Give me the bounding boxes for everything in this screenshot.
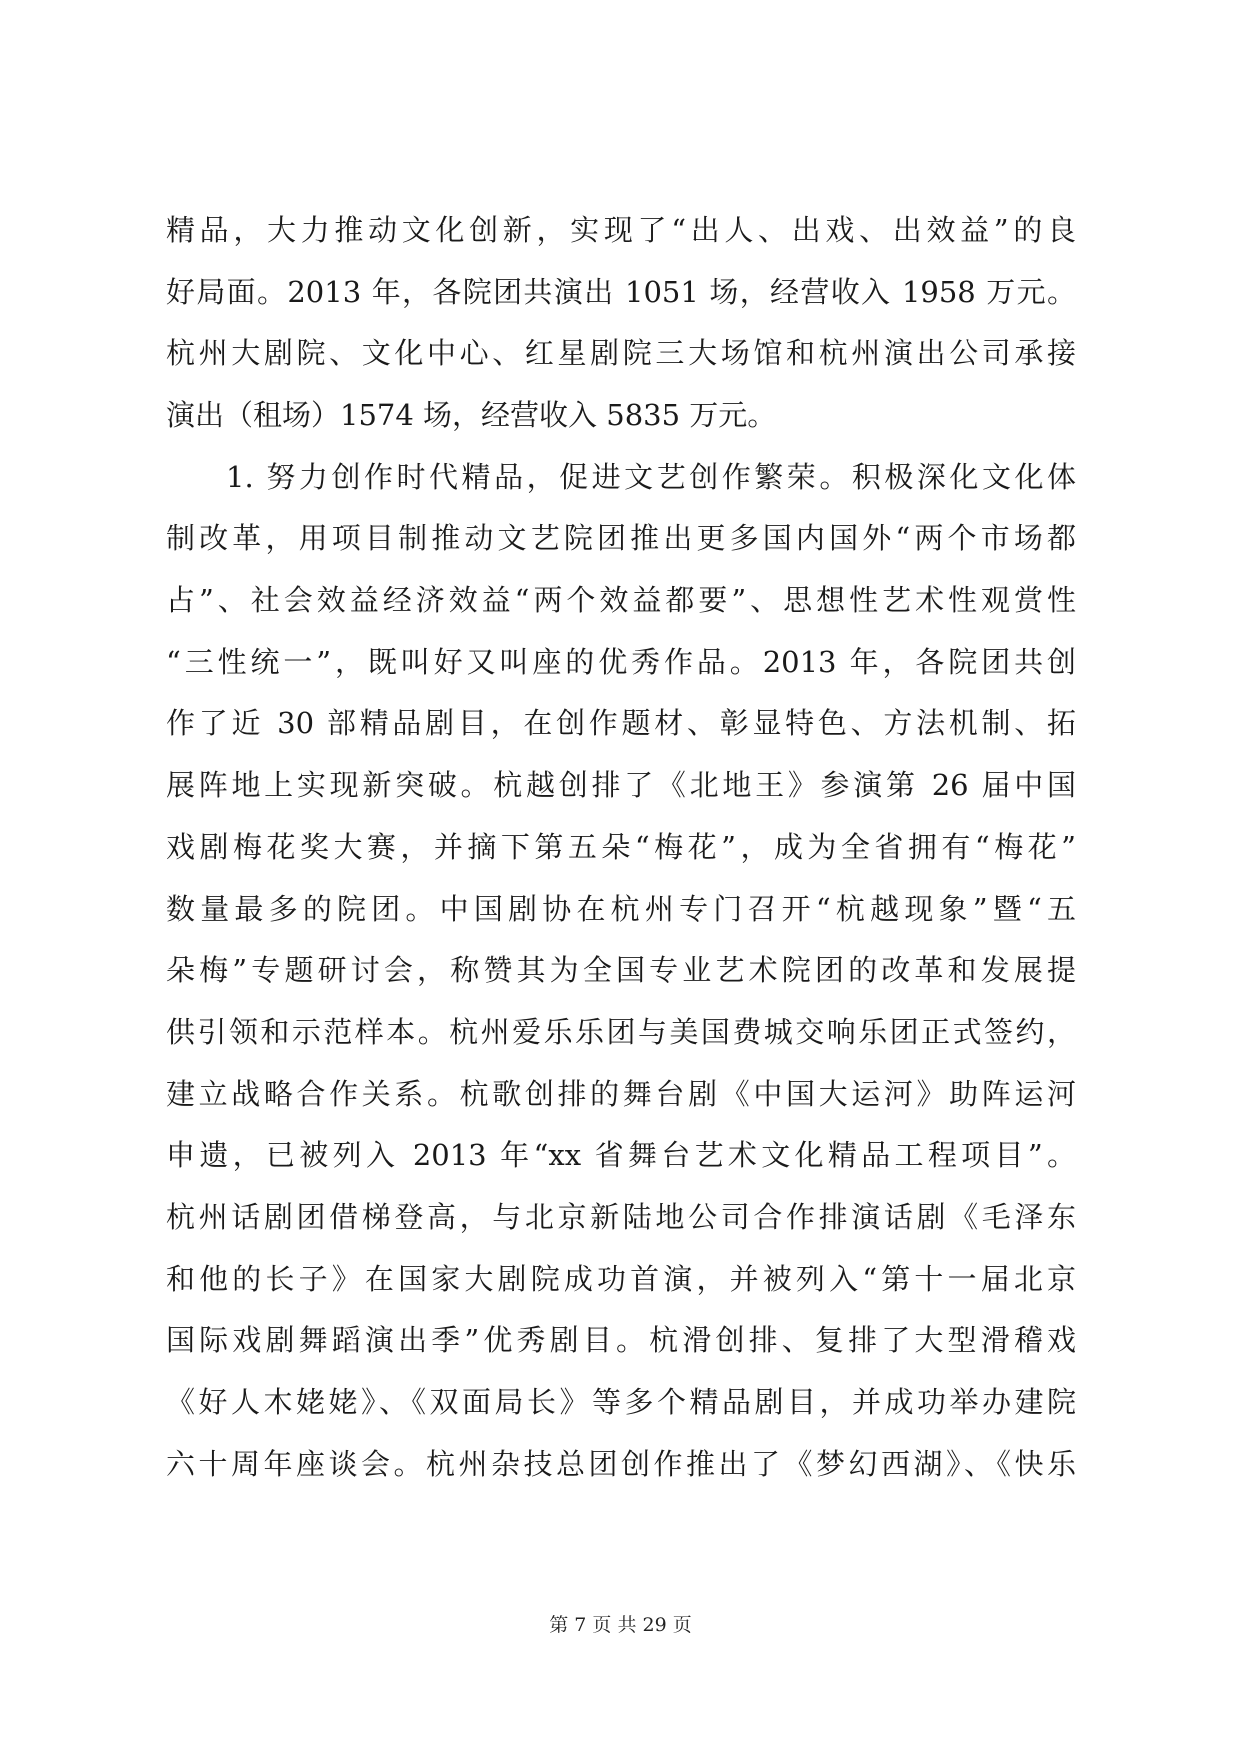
text-line: 戏剧梅花奖大赛，并摘下第五朵“梅花”，成为全省拥有“梅花” — [166, 830, 1076, 864]
page-footer: 第 7 页 共 29 页 — [549, 1614, 692, 1636]
text-line: 《好人木姥姥》、《双面局长》等多个精品剧目，并成功举办建院 — [166, 1385, 1076, 1419]
text-line: 申遗，已被列入 2013 年“xx 省舞台艺术文化精品工程项目”。 — [166, 1138, 1076, 1172]
text-line: 和他的长子》在国家大剧院成功首演，并被列入“第十一届北京 — [166, 1262, 1076, 1296]
text-line: 精品，大力推动文化创新，实现了“出人、出戏、出效益”的良 — [166, 213, 1076, 247]
text-line: “三性统一”，既叫好又叫座的优秀作品。2013 年，各院团共创 — [166, 645, 1076, 679]
text-line: 1. 努力创作时代精品，促进文艺创作繁荣。积极深化文化体 — [226, 460, 1076, 494]
text-line: 六十周年座谈会。杭州杂技总团创作推出了《梦幻西湖》、《快乐 — [166, 1447, 1076, 1481]
text-line: 供引领和示范样本。杭州爱乐乐团与美国费城交响乐团正式签约， — [166, 1015, 1076, 1049]
text-line: 演出（租场）1574 场，经营收入 5835 万元。 — [166, 398, 777, 432]
text-line: 制改革，用项目制推动文艺院团推出更多国内国外“两个市场都 — [166, 521, 1076, 555]
text-line: 杭州大剧院、文化中心、红星剧院三大场馆和杭州演出公司承接 — [166, 336, 1076, 370]
text-line: 国际戏剧舞蹈演出季”优秀剧目。杭滑创排、复排了大型滑稽戏 — [166, 1323, 1076, 1357]
text-line: 展阵地上实现新突破。杭越创排了《北地王》参演第 26 届中国 — [166, 768, 1076, 802]
text-line: 杭州话剧团借梯登高，与北京新陆地公司合作排演话剧《毛泽东 — [166, 1200, 1076, 1234]
text-line: 朵梅”专题研讨会，称赞其为全国专业艺术院团的改革和发展提 — [166, 953, 1076, 987]
text-line: 数量最多的院团。中国剧协在杭州专门召开“杭越现象”暨“五 — [166, 892, 1076, 926]
text-line: 占”、社会效益经济效益“两个效益都要”、思想性艺术性观赏性 — [166, 583, 1076, 617]
text-line: 好局面。2013 年，各院团共演出 1051 场，经营收入 1958 万元。 — [166, 275, 1076, 309]
text-line: 作了近 30 部精品剧目，在创作题材、彰显特色、方法机制、拓 — [166, 706, 1076, 740]
text-line: 建立战略合作关系。杭歌创排的舞台剧《中国大运河》助阵运河 — [166, 1077, 1076, 1111]
